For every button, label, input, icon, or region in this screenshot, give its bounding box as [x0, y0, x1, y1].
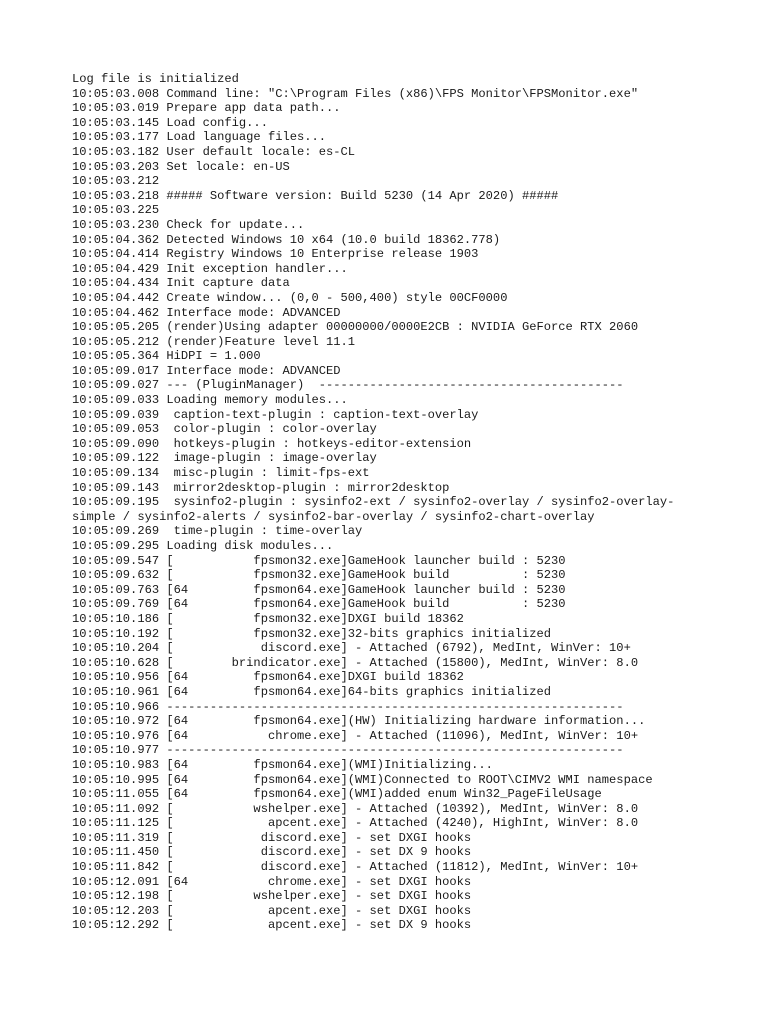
log-line: 10:05:03.145 Load config...	[72, 115, 268, 130]
log-line: 10:05:09.039 caption-text-plugin : caption-text-overlay	[72, 407, 479, 422]
log-line: 10:05:09.027 --- (PluginManager) ------------------------------------------	[72, 378, 624, 393]
log-line: 10:05:10.983 [64 fpsmon64.exe](WMI)Initializing...	[72, 757, 493, 772]
log-line: 10:05:09.134 misc-plugin : limit-fps-ext	[72, 466, 370, 481]
log-line: 10:05:11.450 [ discord.exe] - set DX 9 hooks	[72, 845, 472, 860]
log-line: Log file is initialized	[72, 72, 239, 86]
log-line: simple / sysinfo2-alerts / sysinfo2-bar-overlay / sysinfo2-chart-overlay	[72, 509, 595, 524]
log-line: 10:05:03.225	[72, 203, 160, 218]
log-line: 10:05:10.966 ---------------------------------------------------------------	[72, 699, 624, 714]
log-line: 10:05:03.230 Check for update...	[72, 217, 305, 232]
log-line: 10:05:12.091 [64 chrome.exe] - set DXGI hooks	[72, 874, 472, 889]
log-line: 10:05:09.143 mirror2desktop-plugin : mirror2desktop	[72, 480, 450, 495]
log-line: 10:05:10.956 [64 fpsmon64.exe]DXGI build 18362	[72, 670, 464, 685]
log-line: 10:05:05.205 (render)Using adapter 00000000/0000E2CB : NVIDIA GeForce RTX 2060	[72, 320, 639, 335]
log-line: 10:05:09.122 image-plugin : image-overlay	[72, 451, 377, 466]
log-line: 10:05:03.218 ##### Software version: Build 5230 (14 Apr 2020) #####	[72, 188, 559, 203]
log-line: 10:05:03.203 Set locale: en-US	[72, 159, 290, 174]
log-line: 10:05:09.017 Interface mode: ADVANCED	[72, 363, 341, 378]
log-line: 10:05:04.414 Registry Windows 10 Enterprise release 1903	[72, 247, 479, 262]
log-line: 10:05:09.053 color-plugin : color-overlay	[72, 422, 377, 437]
log-line: 10:05:03.177 Load language files...	[72, 130, 327, 145]
log-line: 10:05:11.319 [ discord.exe] - set DXGI hooks	[72, 830, 472, 845]
log-text	[72, 72, 712, 933]
log-line: 10:05:10.977 ---------------------------------------------------------------	[72, 743, 624, 758]
log-line: 10:05:09.090 hotkeys-plugin : hotkeys-editor-extension	[72, 436, 472, 451]
log-line: 10:05:09.763 [64 fpsmon64.exe]GameHook launcher build : 5230	[72, 582, 566, 597]
log-line: 10:05:10.186 [ fpsmon32.exe]DXGI build 18362	[72, 611, 464, 626]
log-line: 10:05:05.212 (render)Feature level 11.1	[72, 334, 356, 349]
log-line: 10:05:11.125 [ apcent.exe] - Attached (4240), HighInt, WinVer: 8.0	[72, 816, 639, 831]
log-line: 10:05:10.995 [64 fpsmon64.exe](WMI)Connected to ROOT\CIMV2 WMI namespace	[72, 772, 653, 787]
log-line: 10:05:11.055 [64 fpsmon64.exe](WMI)added enum Win32_PageFileUsage	[72, 787, 602, 802]
log-line: 10:05:10.628 [ brindicator.exe] - Attached (15800), MedInt, WinVer: 8.0	[72, 655, 639, 670]
log-line: 10:05:09.547 [ fpsmon32.exe]GameHook launcher build : 5230	[72, 553, 566, 568]
log-line: 10:05:03.182 User default locale: es-CL	[72, 144, 356, 159]
log-line: 10:05:12.198 [ wshelper.exe] - set DXGI hooks	[72, 889, 472, 904]
log-line: 10:05:04.442 Create window... (0,0 - 500,400) style 00CF0000	[72, 290, 508, 305]
log-line: 10:05:10.976 [64 chrome.exe] - Attached (11096), MedInt, WinVer: 10+	[72, 728, 639, 743]
log-line: 10:05:03.212	[72, 174, 160, 189]
log-line: 10:05:09.769 [64 fpsmon64.exe]GameHook build : 5230	[72, 597, 566, 612]
log-line: 10:05:09.033 Loading memory modules...	[72, 393, 348, 408]
log-line: 10:05:04.429 Init exception handler...	[72, 261, 348, 276]
log-line: 10:05:12.203 [ apcent.exe] - set DXGI hooks	[72, 903, 472, 918]
log-line: 10:05:10.192 [ fpsmon32.exe]32-bits graphics initialized	[72, 626, 551, 641]
log-line: 10:05:11.842 [ discord.exe] - Attached (11812), MedInt, WinVer: 10+	[72, 860, 639, 875]
log-line: 10:05:04.462 Interface mode: ADVANCED	[72, 305, 341, 320]
log-line: 10:05:10.204 [ discord.exe] - Attached (6792), MedInt, WinVer: 10+	[72, 641, 631, 656]
log-line: 10:05:10.972 [64 fpsmon64.exe](HW) Initializing hardware information...	[72, 714, 646, 729]
log-line: 10:05:09.295 Loading disk modules...	[72, 539, 334, 553]
log-line: 10:05:09.632 [ fpsmon32.exe]GameHook build : 5230	[72, 568, 566, 583]
log-line: 10:05:05.364 HiDPI = 1.000	[72, 349, 261, 364]
log-line: 10:05:09.195 sysinfo2-plugin : sysinfo2-ext / sysinfo2-overlay / sysinfo2-overlay-	[72, 495, 675, 510]
log-line: 10:05:12.292 [ apcent.exe] - set DX 9 hooks	[72, 918, 472, 933]
log-line: 10:05:03.019 Prepare app data path...	[72, 101, 341, 116]
log-line: 10:05:03.008 Command line: "C:\Program Files (x86)\FPS Monitor\FPSMonitor.exe"	[72, 86, 639, 101]
log-line: 10:05:04.434 Init capture data	[72, 276, 290, 291]
log-line: 10:05:11.092 [ wshelper.exe] - Attached (10392), MedInt, WinVer: 8.0	[72, 801, 639, 816]
log-line: 10:05:04.362 Detected Windows 10 x64 (10.0 build 18362.778)	[72, 232, 501, 247]
log-line: 10:05:10.961 [64 fpsmon64.exe]64-bits graphics initialized	[72, 684, 551, 699]
log-line: 10:05:09.269 time-plugin : time-overlay	[72, 524, 363, 539]
